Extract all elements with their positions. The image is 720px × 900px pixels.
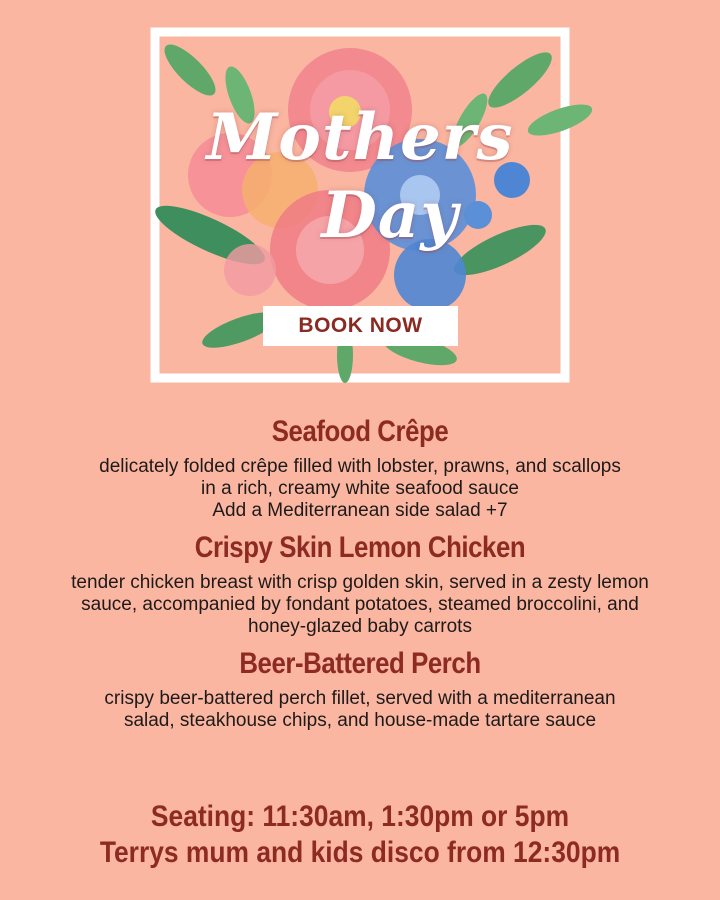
book-now-button[interactable]: BOOK NOW (263, 306, 458, 346)
hero-banner (0, 0, 720, 400)
menu (0, 412, 720, 738)
dish-description-line: tender chicken breast with crisp golden skin, served in a zesty lemon (71, 572, 649, 593)
title-day: Day (321, 178, 459, 253)
dish-description-line: delicately folded crêpe filled with lobster, prawns, and scallops (99, 456, 621, 477)
dish-name: Crispy Skin Lemon Chicken (194, 531, 526, 564)
dish-description (0, 572, 720, 638)
dish-beer-battered-perch (0, 644, 720, 732)
dish-description-line: sauce, accompanied by fondant potatoes, steamed broccolini, and (81, 594, 639, 615)
dish-description (0, 456, 720, 522)
dish-description-line: Add a Mediterranean side salad +7 (212, 500, 508, 521)
dish-description-line: honey-glazed baby carrots (248, 616, 472, 637)
dish-description-line: crispy beer-battered perch fillet, served with a mediterranean (104, 688, 616, 709)
seating-times: Seating: 11:30am, 1:30pm or 5pm (150, 800, 570, 833)
dish-description (0, 688, 720, 732)
dish-seafood-crepe (0, 412, 720, 522)
dish-name: Beer-Battered Perch (239, 647, 481, 680)
dish-lemon-chicken (0, 528, 720, 638)
dish-description-line: salad, steakhouse chips, and house-made tartare sauce (123, 710, 597, 731)
disco-notice: Terrys mum and kids disco from 12:30pm (99, 836, 621, 869)
dish-name: Seafood Crêpe (271, 415, 449, 448)
dish-description-line: in a rich, creamy white seafood sauce (201, 478, 519, 499)
title-mothers: Mothers (206, 100, 514, 175)
